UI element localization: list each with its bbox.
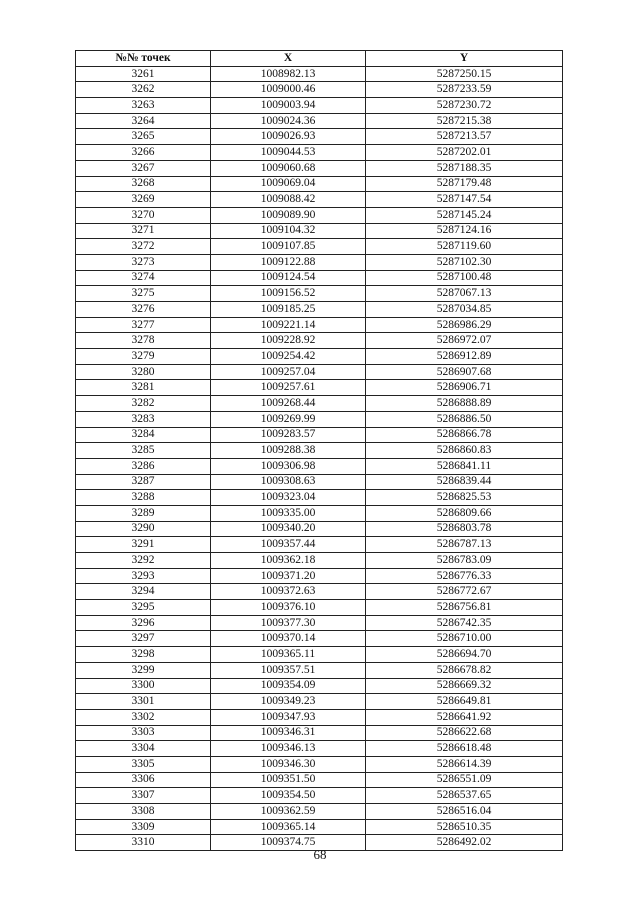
- cell-x: 1009377.30: [211, 615, 366, 631]
- cell-x: 1009221.14: [211, 317, 366, 333]
- table-row: [76, 709, 563, 725]
- cell-point-number: 3274: [76, 270, 211, 286]
- cell-y: 5286537.65: [366, 788, 563, 804]
- cell-x: 1009104.32: [211, 223, 366, 239]
- cell-point-number: 3268: [76, 176, 211, 192]
- cell-x: 1009069.04: [211, 176, 366, 192]
- cell-x: 1009268.44: [211, 396, 366, 412]
- table-row: [76, 286, 563, 302]
- cell-point-number: 3298: [76, 647, 211, 663]
- cell-y: 5286622.68: [366, 725, 563, 741]
- cell-point-number: 3275: [76, 286, 211, 302]
- cell-point-number: 3270: [76, 207, 211, 223]
- header-y: Y: [366, 51, 563, 67]
- cell-y: 5286618.48: [366, 741, 563, 757]
- cell-y: 5286787.13: [366, 537, 563, 553]
- cell-y: 5287124.16: [366, 223, 563, 239]
- table-row: [76, 490, 563, 506]
- table-row: [76, 756, 563, 772]
- cell-y: 5286776.33: [366, 568, 563, 584]
- cell-y: 5287147.54: [366, 192, 563, 208]
- cell-point-number: 3261: [76, 66, 211, 82]
- cell-x: 1009024.36: [211, 113, 366, 129]
- table-row: [76, 505, 563, 521]
- cell-x: 1009269.99: [211, 411, 366, 427]
- cell-x: 1009347.93: [211, 709, 366, 725]
- table-row: [76, 631, 563, 647]
- cell-x: 1009060.68: [211, 160, 366, 176]
- cell-point-number: 3290: [76, 521, 211, 537]
- table-row: [76, 349, 563, 365]
- cell-y: 5287102.30: [366, 254, 563, 270]
- table-row: [76, 474, 563, 490]
- cell-y: 5287250.15: [366, 66, 563, 82]
- cell-y: 5286888.89: [366, 396, 563, 412]
- cell-x: 1009107.85: [211, 239, 366, 255]
- cell-x: 1009340.20: [211, 521, 366, 537]
- table-row: [76, 678, 563, 694]
- cell-y: 5287230.72: [366, 98, 563, 114]
- cell-y: 5286866.78: [366, 427, 563, 443]
- table-row: [76, 443, 563, 459]
- cell-y: 5286839.44: [366, 474, 563, 490]
- cell-y: 5286742.35: [366, 615, 563, 631]
- table-row: [76, 239, 563, 255]
- cell-point-number: 3308: [76, 804, 211, 820]
- cell-y: 5286492.02: [366, 835, 563, 851]
- cell-x: 1009374.75: [211, 835, 366, 851]
- cell-point-number: 3276: [76, 302, 211, 318]
- table-row: [76, 254, 563, 270]
- cell-point-number: 3295: [76, 600, 211, 616]
- table-row: [76, 176, 563, 192]
- cell-point-number: 3305: [76, 756, 211, 772]
- cell-point-number: 3310: [76, 835, 211, 851]
- cell-point-number: 3301: [76, 694, 211, 710]
- table-row: [76, 427, 563, 443]
- cell-x: 1009346.13: [211, 741, 366, 757]
- table-row: [76, 804, 563, 820]
- cell-y: 5286841.11: [366, 458, 563, 474]
- cell-point-number: 3286: [76, 458, 211, 474]
- table-row: [76, 396, 563, 412]
- table-row: [76, 741, 563, 757]
- cell-y: 5286516.04: [366, 804, 563, 820]
- cell-point-number: 3271: [76, 223, 211, 239]
- cell-point-number: 3263: [76, 98, 211, 114]
- cell-y: 5286678.82: [366, 662, 563, 678]
- table-row: [76, 694, 563, 710]
- cell-x: 1009000.46: [211, 82, 366, 98]
- cell-point-number: 3296: [76, 615, 211, 631]
- table-row: [76, 615, 563, 631]
- cell-x: 1009306.98: [211, 458, 366, 474]
- cell-point-number: 3304: [76, 741, 211, 757]
- cell-y: 5286825.53: [366, 490, 563, 506]
- cell-x: 1009228.92: [211, 333, 366, 349]
- cell-point-number: 3264: [76, 113, 211, 129]
- header-point-number: №№ точек: [76, 51, 211, 67]
- cell-y: 5286669.32: [366, 678, 563, 694]
- table-row: [76, 600, 563, 616]
- cell-point-number: 3282: [76, 396, 211, 412]
- cell-y: 5286756.81: [366, 600, 563, 616]
- table-row: [76, 553, 563, 569]
- cell-x: 1009362.59: [211, 804, 366, 820]
- cell-x: 1009257.04: [211, 364, 366, 380]
- table-row: [76, 458, 563, 474]
- cell-point-number: 3265: [76, 129, 211, 145]
- cell-x: 1009346.31: [211, 725, 366, 741]
- cell-y: 5286860.83: [366, 443, 563, 459]
- cell-x: 1009371.20: [211, 568, 366, 584]
- cell-point-number: 3303: [76, 725, 211, 741]
- cell-x: 1009156.52: [211, 286, 366, 302]
- cell-y: 5286986.29: [366, 317, 563, 333]
- cell-x: 1009365.11: [211, 647, 366, 663]
- cell-x: 1009362.18: [211, 553, 366, 569]
- cell-x: 1009124.54: [211, 270, 366, 286]
- cell-y: 5287213.57: [366, 129, 563, 145]
- cell-point-number: 3278: [76, 333, 211, 349]
- table-row: [76, 521, 563, 537]
- cell-y: 5287202.01: [366, 145, 563, 161]
- cell-point-number: 3273: [76, 254, 211, 270]
- cell-point-number: 3307: [76, 788, 211, 804]
- table-row: [76, 662, 563, 678]
- cell-point-number: 3284: [76, 427, 211, 443]
- cell-x: 1009376.10: [211, 600, 366, 616]
- cell-point-number: 3294: [76, 584, 211, 600]
- cell-y: 5286907.68: [366, 364, 563, 380]
- table-row: [76, 207, 563, 223]
- table-row: [76, 788, 563, 804]
- cell-y: 5287188.35: [366, 160, 563, 176]
- cell-x: 1009351.50: [211, 772, 366, 788]
- cell-x: 1009283.57: [211, 427, 366, 443]
- cell-point-number: 3302: [76, 709, 211, 725]
- table-row: [76, 584, 563, 600]
- cell-x: 1009354.09: [211, 678, 366, 694]
- cell-y: 5286972.07: [366, 333, 563, 349]
- cell-y: 5287100.48: [366, 270, 563, 286]
- cell-y: 5286803.78: [366, 521, 563, 537]
- table-row: [76, 380, 563, 396]
- cell-x: 1009288.38: [211, 443, 366, 459]
- cell-y: 5286551.09: [366, 772, 563, 788]
- table-row: [76, 568, 563, 584]
- table-row: [76, 537, 563, 553]
- cell-x: 1009354.50: [211, 788, 366, 804]
- cell-point-number: 3299: [76, 662, 211, 678]
- table-row: [76, 364, 563, 380]
- cell-point-number: 3281: [76, 380, 211, 396]
- cell-x: 1009003.94: [211, 98, 366, 114]
- cell-point-number: 3287: [76, 474, 211, 490]
- cell-x: 1009122.88: [211, 254, 366, 270]
- cell-point-number: 3272: [76, 239, 211, 255]
- cell-x: 1009357.44: [211, 537, 366, 553]
- cell-point-number: 3288: [76, 490, 211, 506]
- cell-x: 1009308.63: [211, 474, 366, 490]
- cell-x: 1008982.13: [211, 66, 366, 82]
- cell-x: 1009026.93: [211, 129, 366, 145]
- table-row: [76, 317, 563, 333]
- table-row: [76, 192, 563, 208]
- cell-x: 1009370.14: [211, 631, 366, 647]
- cell-y: 5287215.38: [366, 113, 563, 129]
- table-row: [76, 66, 563, 82]
- table-row: [76, 411, 563, 427]
- table-row: [76, 302, 563, 318]
- table-row: [76, 333, 563, 349]
- cell-point-number: 3291: [76, 537, 211, 553]
- cell-y: 5287233.59: [366, 82, 563, 98]
- cell-x: 1009346.30: [211, 756, 366, 772]
- cell-y: 5286906.71: [366, 380, 563, 396]
- table-header-row: [76, 51, 563, 67]
- cell-x: 1009257.61: [211, 380, 366, 396]
- cell-x: 1009349.23: [211, 694, 366, 710]
- cell-point-number: 3277: [76, 317, 211, 333]
- cell-y: 5287145.24: [366, 207, 563, 223]
- header-x: X: [211, 51, 366, 67]
- cell-y: 5286614.39: [366, 756, 563, 772]
- cell-x: 1009185.25: [211, 302, 366, 318]
- cell-y: 5286649.81: [366, 694, 563, 710]
- cell-point-number: 3280: [76, 364, 211, 380]
- cell-y: 5286772.67: [366, 584, 563, 600]
- table-row: [76, 113, 563, 129]
- cell-y: 5287119.60: [366, 239, 563, 255]
- cell-point-number: 3309: [76, 819, 211, 835]
- cell-x: 1009044.53: [211, 145, 366, 161]
- table-row: [76, 98, 563, 114]
- cell-x: 1009323.04: [211, 490, 366, 506]
- cell-y: 5286886.50: [366, 411, 563, 427]
- cell-x: 1009365.14: [211, 819, 366, 835]
- cell-y: 5286809.66: [366, 505, 563, 521]
- cell-y: 5287067.13: [366, 286, 563, 302]
- cell-point-number: 3285: [76, 443, 211, 459]
- table-row: [76, 145, 563, 161]
- cell-y: 5286694.70: [366, 647, 563, 663]
- cell-y: 5286641.92: [366, 709, 563, 725]
- cell-y: 5287179.48: [366, 176, 563, 192]
- table-row: [76, 160, 563, 176]
- cell-point-number: 3300: [76, 678, 211, 694]
- cell-point-number: 3292: [76, 553, 211, 569]
- table-row: [76, 223, 563, 239]
- cell-y: 5286710.00: [366, 631, 563, 647]
- cell-point-number: 3289: [76, 505, 211, 521]
- table-row: [76, 725, 563, 741]
- coordinates-table: [75, 50, 563, 851]
- cell-point-number: 3297: [76, 631, 211, 647]
- table-row: [76, 82, 563, 98]
- cell-x: 1009335.00: [211, 505, 366, 521]
- cell-point-number: 3266: [76, 145, 211, 161]
- page-number: 68: [313, 847, 327, 862]
- cell-x: 1009088.42: [211, 192, 366, 208]
- table-row: [76, 647, 563, 663]
- table-body: [76, 66, 563, 850]
- cell-y: 5286510.35: [366, 819, 563, 835]
- cell-x: 1009089.90: [211, 207, 366, 223]
- cell-x: 1009372.63: [211, 584, 366, 600]
- table-row: [76, 772, 563, 788]
- cell-point-number: 3269: [76, 192, 211, 208]
- table-row: [76, 270, 563, 286]
- cell-point-number: 3283: [76, 411, 211, 427]
- cell-y: 5286783.09: [366, 553, 563, 569]
- cell-point-number: 3262: [76, 82, 211, 98]
- cell-point-number: 3267: [76, 160, 211, 176]
- cell-y: 5287034.85: [366, 302, 563, 318]
- cell-point-number: 3279: [76, 349, 211, 365]
- cell-point-number: 3306: [76, 772, 211, 788]
- cell-y: 5286912.89: [366, 349, 563, 365]
- table-row: [76, 819, 563, 835]
- cell-point-number: 3293: [76, 568, 211, 584]
- table-row: [76, 129, 563, 145]
- cell-x: 1009357.51: [211, 662, 366, 678]
- cell-x: 1009254.42: [211, 349, 366, 365]
